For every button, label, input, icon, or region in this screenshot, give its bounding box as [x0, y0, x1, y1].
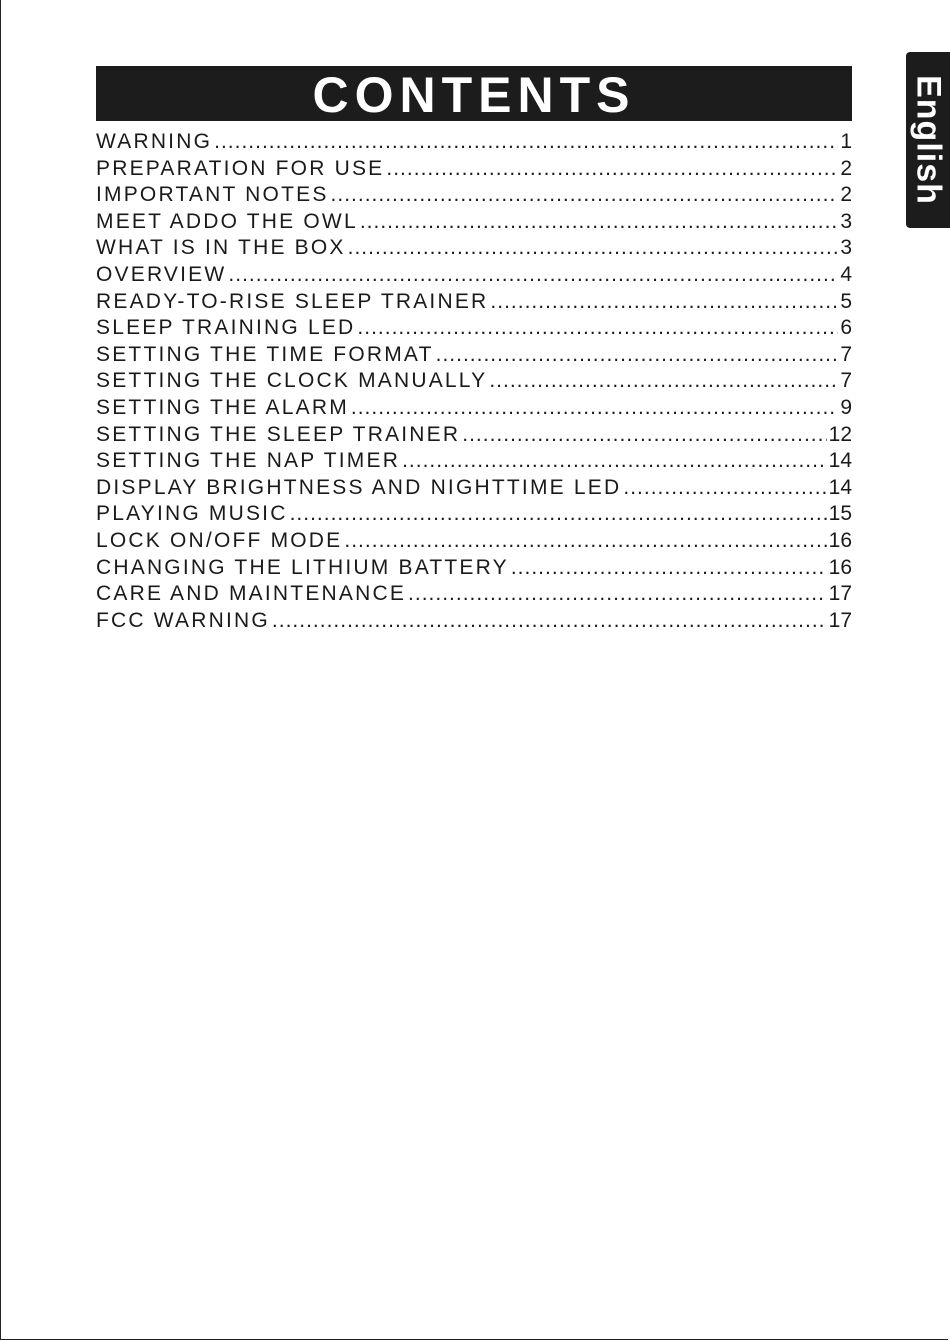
- toc-leader-dots: [348, 236, 839, 260]
- toc-leader-dots: [490, 290, 838, 314]
- toc-entry: [96, 343, 852, 370]
- toc-entry: [96, 263, 852, 290]
- toc-entry-label: FCC WARNING: [96, 608, 270, 632]
- toc-entry-label: READY-TO-RISE SLEEP TRAINER: [96, 289, 489, 313]
- toc-leader-dots: [272, 609, 827, 633]
- toc-leader-dots: [402, 449, 827, 473]
- toc-entry: [96, 157, 852, 184]
- toc-leader-dots: [408, 582, 827, 606]
- toc-entry-page: 12: [828, 422, 852, 446]
- toc-leader-dots: [386, 157, 838, 181]
- toc-entry: [96, 529, 852, 556]
- toc-entry: [96, 210, 852, 237]
- toc-leader-dots: [228, 263, 838, 287]
- toc-entry: [96, 396, 852, 423]
- toc-entry-page: 9: [840, 395, 852, 419]
- toc-entry: [96, 556, 852, 583]
- toc-entry: [96, 582, 852, 609]
- toc-entry-page: 6: [840, 316, 852, 340]
- toc-entry-page: 3: [840, 236, 852, 260]
- toc-entry: [96, 423, 852, 450]
- toc-leader-dots: [436, 343, 839, 367]
- toc-entry-label: SLEEP TRAINING LED: [96, 316, 356, 340]
- toc-entry-label: MEET ADDO THE OWL: [96, 209, 358, 233]
- toc-entry-page: 7: [840, 369, 852, 393]
- language-tab-label: English: [909, 75, 948, 205]
- toc-entry-label: WHAT IS IN THE BOX: [96, 236, 346, 260]
- toc-entry-label: CHANGING THE LITHIUM BATTERY: [96, 555, 509, 579]
- toc-entry-page: 15: [828, 502, 852, 526]
- toc-entry-label: SETTING THE ALARM: [96, 395, 349, 419]
- toc-entry-page: 16: [828, 555, 852, 579]
- toc-leader-dots: [462, 423, 826, 447]
- toc-entry: [96, 609, 852, 636]
- toc-leader-dots: [489, 369, 838, 393]
- toc-entry-label: SETTING THE NAP TIMER: [96, 449, 401, 473]
- toc-leader-dots: [331, 183, 839, 207]
- toc-entry-label: WARNING: [96, 130, 213, 153]
- table-of-contents: [96, 130, 852, 635]
- toc-leader-dots: [290, 502, 827, 526]
- toc-entry-page: 4: [840, 262, 852, 286]
- toc-entry-label: DISPLAY BRIGHTNESS AND NIGHTTIME LED: [96, 475, 622, 499]
- toc-entry-page: 17: [828, 608, 852, 632]
- toc-leader-dots: [511, 556, 827, 580]
- toc-leader-dots: [623, 476, 826, 500]
- toc-entry-page: 14: [828, 475, 852, 499]
- toc-entry-label: PLAYING MUSIC: [96, 502, 288, 526]
- toc-entry-label: SETTING THE TIME FORMAT: [96, 342, 434, 366]
- toc-entry-page: 17: [828, 582, 852, 606]
- toc-entry-label: IMPORTANT NOTES: [96, 183, 329, 207]
- toc-entry-label: OVERVIEW: [96, 262, 227, 286]
- toc-entry-page: 1: [840, 130, 852, 153]
- toc-entry-page: 3: [840, 209, 852, 233]
- toc-leader-dots: [214, 130, 838, 154]
- toc-entry-page: 16: [828, 528, 852, 552]
- toc-entry-label: CARE AND MAINTENANCE: [96, 582, 407, 606]
- toc-leader-dots: [357, 316, 838, 340]
- toc-entry: [96, 369, 852, 396]
- toc-entry-page: 2: [840, 183, 852, 207]
- toc-entry-page: 7: [840, 342, 852, 366]
- toc-entry-label: SETTING THE CLOCK MANUALLY: [96, 369, 488, 393]
- toc-entry-label: SETTING THE SLEEP TRAINER: [96, 422, 461, 446]
- toc-leader-dots: [344, 529, 826, 553]
- toc-entry: [96, 449, 852, 476]
- toc-leader-dots: [360, 210, 838, 234]
- page-title: CONTENTS: [312, 66, 636, 123]
- toc-entry-label: LOCK ON/OFF MODE: [96, 528, 343, 552]
- toc-entry: [96, 236, 852, 263]
- toc-entry: [96, 183, 852, 210]
- toc-entry-page: 5: [840, 289, 852, 313]
- toc-entry: [96, 290, 852, 317]
- toc-entry: [96, 502, 852, 529]
- toc-entry: [96, 130, 852, 157]
- toc-entry-page: 14: [828, 449, 852, 473]
- toc-entry: [96, 316, 852, 343]
- toc-leader-dots: [351, 396, 838, 420]
- language-tab: [906, 52, 950, 228]
- contents-title-bar: [96, 66, 852, 121]
- toc-entry-page: 2: [840, 156, 852, 180]
- toc-entry-label: PREPARATION FOR USE: [96, 156, 385, 180]
- toc-entry: [96, 476, 852, 503]
